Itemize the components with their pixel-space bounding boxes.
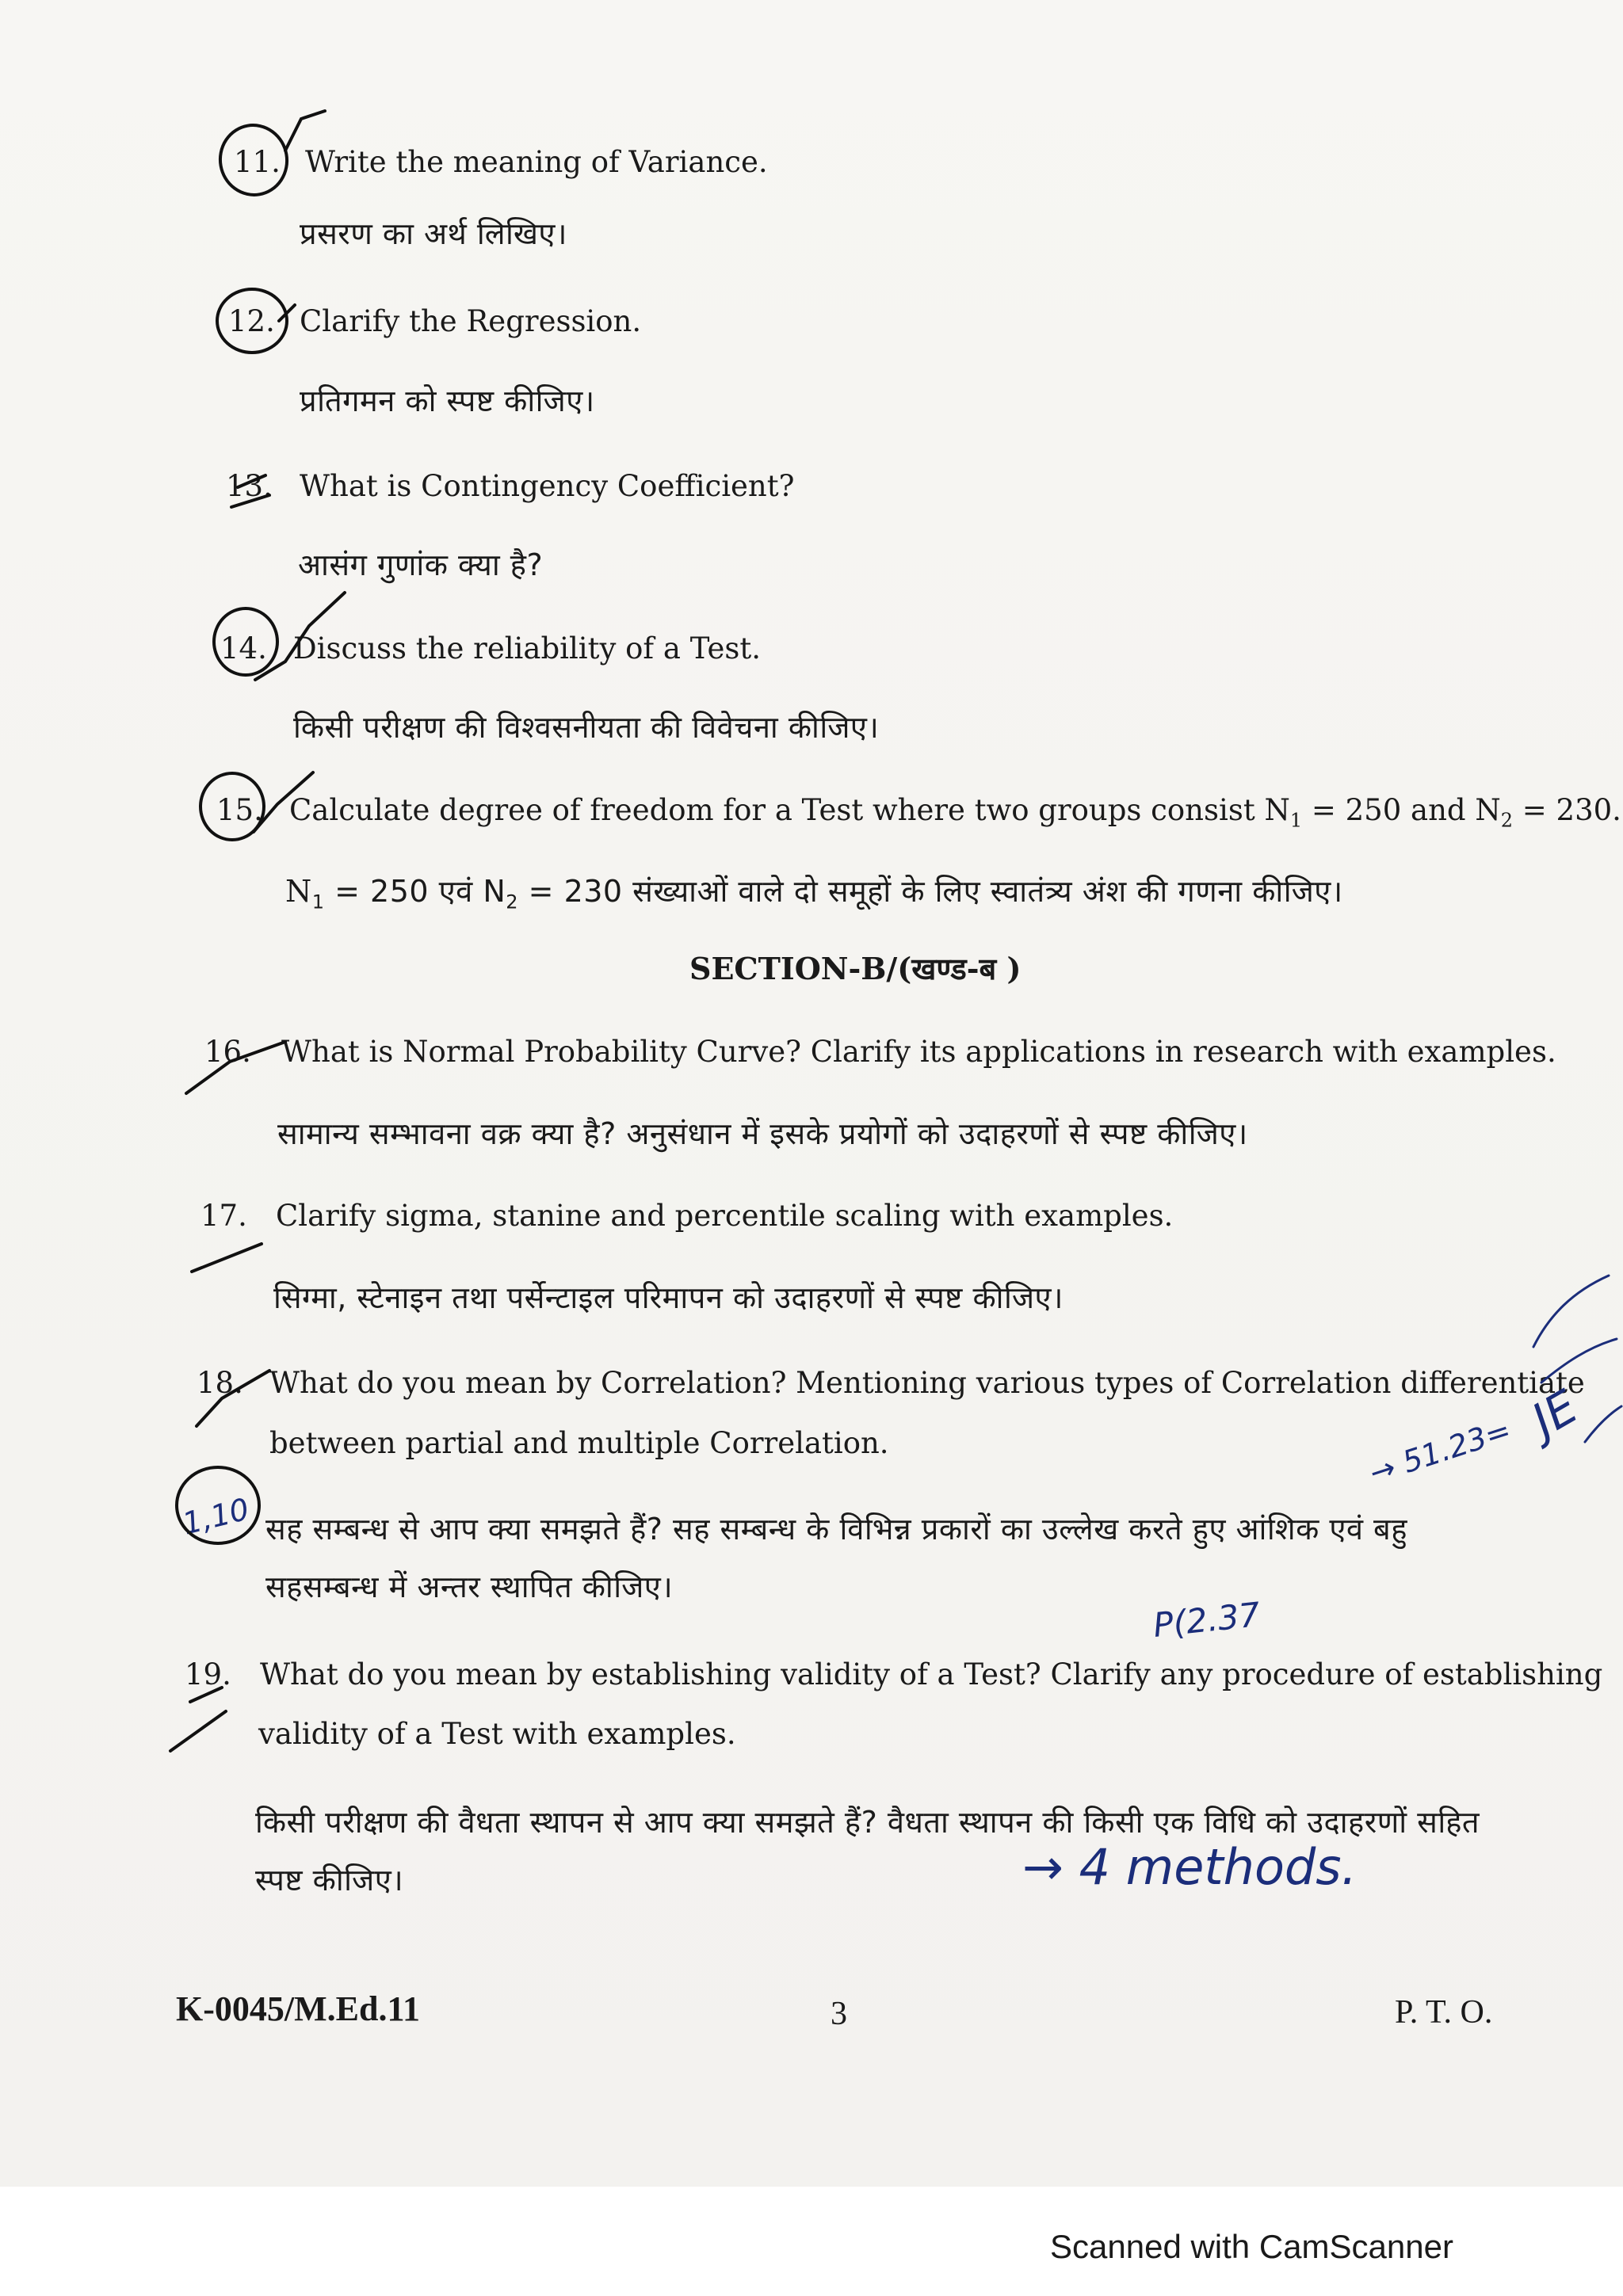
question-text: What do you mean by Correlation? Mentioning various types of Correlation differentiate bbox=[269, 1366, 1585, 1400]
page-number: 3 bbox=[831, 1996, 847, 2032]
question-17-en bbox=[200, 1199, 1174, 1234]
subscript: 1 bbox=[311, 891, 325, 913]
text-part: = 230 संख्याओं वाले दो समूहों के लिए स्वातंत्र्य अंश की गणना कीजिए। bbox=[518, 874, 1343, 909]
question-14-hi: किसी परीक्षण की विश्वसनीयता की विवेचना कीजिए। bbox=[293, 710, 880, 745]
question-14-en bbox=[220, 631, 762, 666]
question-15-hi bbox=[285, 873, 1343, 921]
question-text: Clarify the Regression. bbox=[300, 304, 642, 338]
question-19-hi-line1: किसी परीक्षण की वैधता स्थापन से आप क्या समझते हैं? वैधता स्थापन की किसी एक विधि को उदाहरणों सहित bbox=[255, 1805, 1480, 1840]
handwritten-circled-number: 1,10 bbox=[178, 1491, 253, 1542]
question-number: 19. bbox=[185, 1657, 231, 1691]
section-b-heading: SECTION-B/(खण्ड-ब ) bbox=[689, 951, 1022, 986]
question-19-en-line2: validity of a Test with examples. bbox=[258, 1717, 736, 1751]
question-text: Clarify sigma, stanine and percentile scaling with examples. bbox=[276, 1199, 1174, 1233]
subscript: 1 bbox=[1289, 809, 1303, 832]
handwritten-side-note: JE bbox=[1522, 1379, 1587, 1447]
question-13-en bbox=[226, 469, 795, 504]
question-12-hi: प्रतिगमन को स्पष्ट कीजिए। bbox=[300, 383, 595, 418]
text-part: Calculate degree of freedom for a Test where two groups consist N bbox=[289, 793, 1290, 827]
paper-code: K-0045/M.Ed.11 bbox=[176, 1989, 421, 2028]
question-18-hi-line1: सह सम्बन्ध से आप क्या समझते हैं? सह सम्बन्ध के विभिन्न प्रकारों का उल्लेख करते हुए आंशिक एवं बहु bbox=[265, 1512, 1407, 1547]
text-part: N bbox=[285, 874, 312, 909]
question-number: 14. bbox=[220, 631, 267, 666]
question-number: 16. bbox=[204, 1035, 251, 1069]
handwritten-page-ref: P(2.37 bbox=[1151, 1595, 1262, 1645]
camscanner-watermark: Scanned with CamScanner bbox=[1050, 2228, 1453, 2265]
question-18-en-line1 bbox=[197, 1366, 1585, 1401]
question-15-en bbox=[216, 793, 1621, 837]
question-16-en bbox=[204, 1035, 1556, 1070]
question-number: 18. bbox=[197, 1366, 243, 1400]
question-number: 17. bbox=[200, 1199, 247, 1233]
question-19-en-line1 bbox=[185, 1657, 1603, 1692]
question-12-en bbox=[228, 304, 642, 339]
question-19-hi-line2: स्पष्ट कीजिए। bbox=[255, 1863, 404, 1897]
question-text: Discuss the reliability of a Test. bbox=[293, 631, 762, 666]
handwritten-margin-calc: → 51.23= bbox=[1365, 1412, 1515, 1491]
question-11-hi: प्रसरण का अर्थ लिखिए। bbox=[300, 216, 567, 251]
question-18-hi-line2: सहसम्बन्ध में अन्तर स्थापित कीजिए। bbox=[265, 1569, 674, 1604]
subscript: 2 bbox=[506, 891, 519, 913]
question-text: What do you mean by establishing validity of a Test? Clarify any procedure of establishing bbox=[260, 1657, 1603, 1691]
question-number: 15. bbox=[216, 793, 263, 827]
text-part: = 250 and N bbox=[1302, 793, 1501, 827]
question-16-hi: सामान्य सम्भावना वक्र क्या है? अनुसंधान में इसके प्रयोगों को उदाहरणों से स्पष्ट कीजिए। bbox=[277, 1116, 1248, 1151]
subscript: 2 bbox=[1500, 809, 1514, 832]
pto-label: P. T. O. bbox=[1395, 1994, 1493, 2031]
question-13-hi: आसंग गुणांक क्या है? bbox=[298, 547, 544, 582]
question-number: 13. bbox=[226, 469, 273, 503]
question-number: 11. bbox=[234, 145, 281, 179]
question-text: What is Normal Probability Curve? Clarify its applications in research with examples. bbox=[281, 1035, 1556, 1069]
question-number: 12. bbox=[228, 304, 275, 338]
question-text: Write the meaning of Variance. bbox=[305, 145, 768, 179]
text-part: = 230. bbox=[1513, 793, 1621, 827]
handwritten-note-methods: → 4 methods. bbox=[1022, 1838, 1358, 1896]
question-18-en-line2: between partial and multiple Correlation. bbox=[269, 1426, 889, 1460]
question-17-hi: सिग्मा, स्टेनाइन तथा पर्सेन्टाइल परिमापन को उदाहरणों से स्पष्ट कीजिए। bbox=[273, 1280, 1064, 1315]
text-part: = 250 एवं N bbox=[324, 874, 506, 909]
question-11-en bbox=[234, 145, 768, 180]
question-text: What is Contingency Coefficient? bbox=[300, 469, 795, 503]
